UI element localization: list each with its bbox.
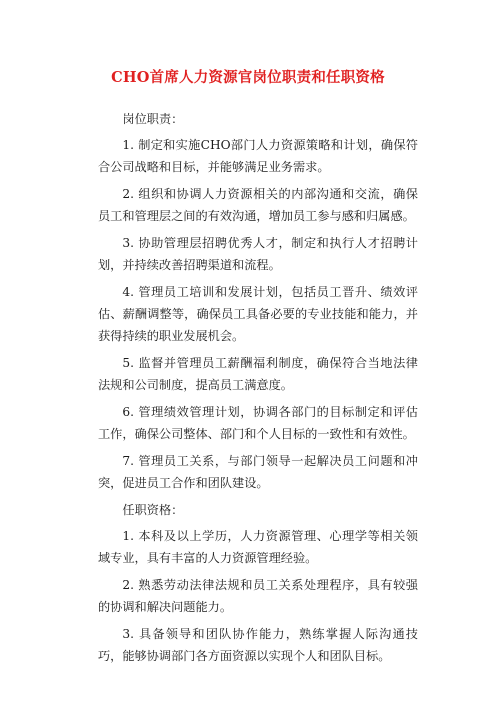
document-title: CHO首席人力资源官岗位职责和任职资格 [111, 69, 385, 86]
responsibility-item: 4. 管理员工培训和发展计划，包括员工晋升、绩效评估、薪酬调整等，确保员工具备必要的专业技能和能力，并获得持续的职业发展机会。 [98, 285, 418, 343]
section-heading-qualifications: 任职资格： [122, 503, 184, 517]
section-heading-responsibilities: 岗位职责： [122, 112, 184, 126]
responsibility-item: 1. 制定和实施CHO部门人力资源策略和计划，确保符合公司战略和目标，并能够满足业务需求。 [98, 138, 418, 174]
responsibility-item: 2. 组织和协调人力资源相关的内部沟通和交流，确保员工和管理层之间的有效沟通，增加员工参与感和归属感。 [98, 187, 418, 223]
responsibility-item: 5. 监督并管理员工薪酬福利制度，确保符合当地法律法规和公司制度，提高员工满意度。 [98, 356, 418, 392]
document-body [98, 108, 418, 672]
responsibility-item: 3. 协助管理层招聘优秀人才，制定和执行人才招聘计划，并持续改善招聘渠道和流程。 [98, 236, 418, 272]
qualification-item: 2. 熟悉劳动法律法规和员工关系处理程序，具有较强的协调和解决问题能力。 [98, 578, 418, 614]
qualification-item: 3. 具备领导和团队协作能力，熟练掌握人际沟通技巧，能够协调部门各方面资源以实现个人和团队目标。 [98, 627, 418, 663]
responsibility-item: 6. 管理绩效管理计划，协调各部门的目标制定和评估工作，确保公司整体、部门和个人目标的一致性和有效性。 [98, 405, 418, 441]
responsibility-item: 7. 管理员工关系，与部门领导一起解决员工问题和冲突，促进员工合作和团队建设。 [98, 454, 418, 490]
qualification-item: 1. 本科及以上学历，人力资源管理、心理学等相关领域专业，具有丰富的人力资源管理经验。 [98, 529, 418, 565]
